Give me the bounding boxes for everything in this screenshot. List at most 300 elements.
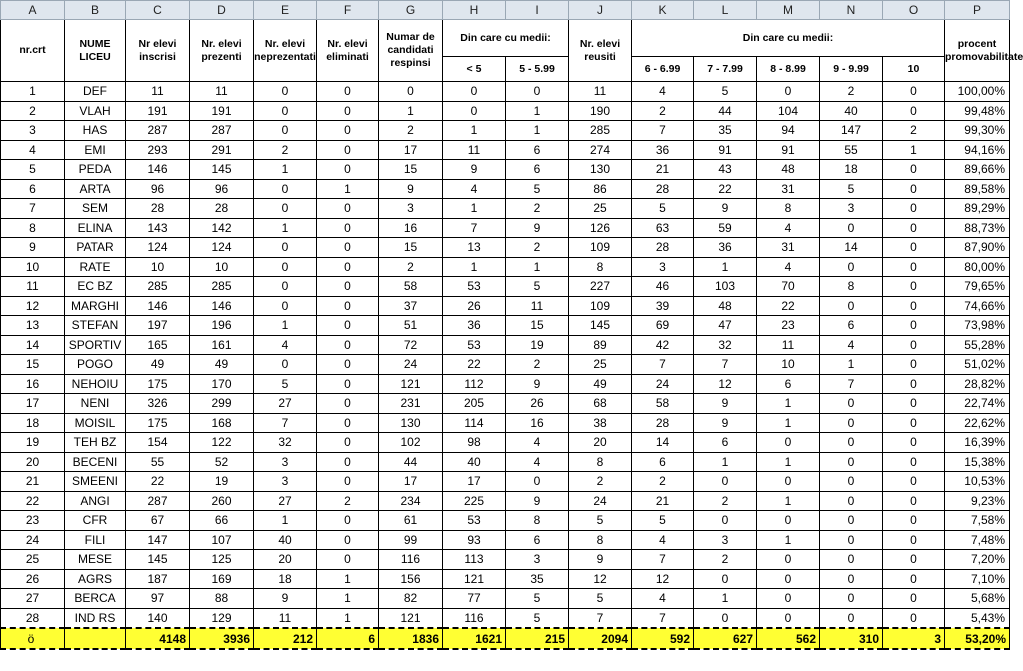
- table-cell[interactable]: 0: [883, 589, 945, 609]
- table-cell[interactable]: 0: [820, 413, 883, 433]
- table-cell[interactable]: 124: [190, 238, 254, 258]
- table-cell[interactable]: 0: [694, 472, 757, 492]
- table-cell[interactable]: 287: [126, 491, 190, 511]
- table-cell[interactable]: MARGHI: [65, 296, 126, 316]
- table-cell[interactable]: 24: [632, 374, 694, 394]
- total-cell[interactable]: [65, 628, 126, 649]
- table-cell[interactable]: 7: [569, 608, 632, 628]
- table-cell[interactable]: SPORTIV: [65, 335, 126, 355]
- table-cell[interactable]: 2: [317, 491, 379, 511]
- table-cell[interactable]: 145: [126, 550, 190, 570]
- table-cell[interactable]: 109: [569, 296, 632, 316]
- column-letter[interactable]: L: [694, 1, 757, 20]
- table-cell[interactable]: 100,00%: [945, 82, 1010, 102]
- table-cell[interactable]: 32: [694, 335, 757, 355]
- table-cell[interactable]: 77: [443, 589, 506, 609]
- table-cell[interactable]: 0: [317, 530, 379, 550]
- table-cell[interactable]: 9: [379, 179, 443, 199]
- table-cell[interactable]: 44: [694, 101, 757, 121]
- table-cell[interactable]: 25: [569, 355, 632, 375]
- table-cell[interactable]: 12: [569, 569, 632, 589]
- table-cell[interactable]: 99: [379, 530, 443, 550]
- table-cell[interactable]: 0: [883, 277, 945, 297]
- table-cell[interactable]: 0: [254, 199, 317, 219]
- table-cell[interactable]: 24: [379, 355, 443, 375]
- table-cell[interactable]: 11: [569, 82, 632, 102]
- table-cell[interactable]: 21: [1, 472, 65, 492]
- table-cell[interactable]: 9: [694, 413, 757, 433]
- table-cell[interactable]: 9: [1, 238, 65, 258]
- total-cell[interactable]: 1621: [443, 628, 506, 649]
- table-cell[interactable]: NENI: [65, 394, 126, 414]
- table-cell[interactable]: 0: [883, 530, 945, 550]
- table-cell[interactable]: 94: [757, 121, 820, 141]
- table-cell[interactable]: 0: [317, 296, 379, 316]
- table-cell[interactable]: 0: [883, 608, 945, 628]
- table-cell[interactable]: 10: [190, 257, 254, 277]
- table-cell[interactable]: 0: [757, 569, 820, 589]
- table-cell[interactable]: 16,39%: [945, 433, 1010, 453]
- table-cell[interactable]: 0: [883, 550, 945, 570]
- table-cell[interactable]: 7: [694, 355, 757, 375]
- table-cell[interactable]: 130: [379, 413, 443, 433]
- table-cell[interactable]: 6: [757, 374, 820, 394]
- table-cell[interactable]: 0: [694, 608, 757, 628]
- total-cell[interactable]: 212: [254, 628, 317, 649]
- table-cell[interactable]: 0: [317, 277, 379, 297]
- table-cell[interactable]: 1: [757, 452, 820, 472]
- total-cell[interactable]: 3: [883, 628, 945, 649]
- table-cell[interactable]: 0: [820, 257, 883, 277]
- table-cell[interactable]: 11: [443, 140, 506, 160]
- table-cell[interactable]: 205: [443, 394, 506, 414]
- table-cell[interactable]: 8: [569, 452, 632, 472]
- table-cell[interactable]: 140: [126, 608, 190, 628]
- table-cell[interactable]: SEM: [65, 199, 126, 219]
- table-cell[interactable]: 0: [254, 257, 317, 277]
- column-letter[interactable]: I: [506, 1, 569, 20]
- table-cell[interactable]: 0: [317, 511, 379, 531]
- table-cell[interactable]: 27: [1, 589, 65, 609]
- table-cell[interactable]: 3: [632, 257, 694, 277]
- table-cell[interactable]: 2: [883, 121, 945, 141]
- table-cell[interactable]: 1: [757, 530, 820, 550]
- table-cell[interactable]: 1: [443, 257, 506, 277]
- table-cell[interactable]: 7: [632, 355, 694, 375]
- table-cell[interactable]: 5: [506, 179, 569, 199]
- table-cell[interactable]: 0: [317, 433, 379, 453]
- table-cell[interactable]: PEDA: [65, 160, 126, 180]
- table-cell[interactable]: 0: [757, 472, 820, 492]
- table-cell[interactable]: 48: [757, 160, 820, 180]
- table-cell[interactable]: 0: [820, 218, 883, 238]
- table-cell[interactable]: 102: [379, 433, 443, 453]
- table-cell[interactable]: 143: [126, 218, 190, 238]
- table-cell[interactable]: 9,23%: [945, 491, 1010, 511]
- table-cell[interactable]: 94,16%: [945, 140, 1010, 160]
- table-cell[interactable]: 168: [190, 413, 254, 433]
- table-cell[interactable]: 49: [190, 355, 254, 375]
- table-cell[interactable]: 146: [190, 296, 254, 316]
- table-cell[interactable]: 6: [820, 316, 883, 336]
- table-cell[interactable]: 0: [883, 179, 945, 199]
- table-cell[interactable]: 0: [820, 569, 883, 589]
- table-cell[interactable]: 58: [379, 277, 443, 297]
- table-cell[interactable]: 11: [254, 608, 317, 628]
- table-cell[interactable]: 4: [632, 82, 694, 102]
- table-cell[interactable]: 6: [1, 179, 65, 199]
- table-cell[interactable]: 145: [190, 160, 254, 180]
- table-cell[interactable]: 89: [569, 335, 632, 355]
- table-cell[interactable]: 48: [694, 296, 757, 316]
- column-letter[interactable]: F: [317, 1, 379, 20]
- table-cell[interactable]: 1: [694, 257, 757, 277]
- column-letter[interactable]: B: [65, 1, 126, 20]
- table-cell[interactable]: 68: [569, 394, 632, 414]
- table-cell[interactable]: NEHOIU: [65, 374, 126, 394]
- table-cell[interactable]: 0: [883, 296, 945, 316]
- table-cell[interactable]: 7,58%: [945, 511, 1010, 531]
- table-cell[interactable]: 0: [757, 589, 820, 609]
- table-cell[interactable]: 1: [757, 394, 820, 414]
- table-cell[interactable]: 0: [694, 569, 757, 589]
- table-cell[interactable]: 39: [632, 296, 694, 316]
- table-cell[interactable]: 4: [443, 179, 506, 199]
- table-cell[interactable]: 0: [254, 238, 317, 258]
- table-cell[interactable]: 5,68%: [945, 589, 1010, 609]
- table-cell[interactable]: 5,43%: [945, 608, 1010, 628]
- table-cell[interactable]: 7: [632, 550, 694, 570]
- table-cell[interactable]: 55,28%: [945, 335, 1010, 355]
- table-cell[interactable]: 58: [632, 394, 694, 414]
- table-cell[interactable]: 99,48%: [945, 101, 1010, 121]
- table-cell[interactable]: 55: [820, 140, 883, 160]
- table-cell[interactable]: 17: [379, 472, 443, 492]
- table-cell[interactable]: 0: [254, 277, 317, 297]
- table-cell[interactable]: 52: [190, 452, 254, 472]
- table-cell[interactable]: 3: [694, 530, 757, 550]
- table-cell[interactable]: 0: [820, 589, 883, 609]
- table-cell[interactable]: BECENI: [65, 452, 126, 472]
- table-cell[interactable]: 0: [883, 472, 945, 492]
- table-cell[interactable]: BERCA: [65, 589, 126, 609]
- table-cell[interactable]: ARTA: [65, 179, 126, 199]
- table-cell[interactable]: 24: [569, 491, 632, 511]
- table-cell[interactable]: 0: [757, 608, 820, 628]
- table-cell[interactable]: 22,62%: [945, 413, 1010, 433]
- table-cell[interactable]: 0: [883, 569, 945, 589]
- table-cell[interactable]: 5: [632, 199, 694, 219]
- table-cell[interactable]: 40: [254, 530, 317, 550]
- table-cell[interactable]: 0: [317, 335, 379, 355]
- table-cell[interactable]: 187: [126, 569, 190, 589]
- table-cell[interactable]: 9: [254, 589, 317, 609]
- table-cell[interactable]: 0: [254, 296, 317, 316]
- table-cell[interactable]: 4: [632, 530, 694, 550]
- table-cell[interactable]: 2: [694, 550, 757, 570]
- table-cell[interactable]: 63: [632, 218, 694, 238]
- table-cell[interactable]: DEF: [65, 82, 126, 102]
- table-cell[interactable]: 36: [443, 316, 506, 336]
- table-cell[interactable]: 0: [317, 394, 379, 414]
- column-letter[interactable]: M: [757, 1, 820, 20]
- table-cell[interactable]: 38: [569, 413, 632, 433]
- table-cell[interactable]: 26: [443, 296, 506, 316]
- table-cell[interactable]: 2: [1, 101, 65, 121]
- table-cell[interactable]: 0: [694, 511, 757, 531]
- table-cell[interactable]: 70: [757, 277, 820, 297]
- table-cell[interactable]: 7,48%: [945, 530, 1010, 550]
- table-cell[interactable]: 0: [883, 101, 945, 121]
- table-cell[interactable]: 10: [1, 257, 65, 277]
- table-cell[interactable]: 0: [883, 335, 945, 355]
- table-cell[interactable]: 7,20%: [945, 550, 1010, 570]
- table-cell[interactable]: 0: [443, 82, 506, 102]
- table-cell[interactable]: 2: [506, 355, 569, 375]
- table-cell[interactable]: 1: [254, 316, 317, 336]
- table-cell[interactable]: 175: [126, 374, 190, 394]
- table-cell[interactable]: 9: [694, 199, 757, 219]
- table-cell[interactable]: 0: [317, 550, 379, 570]
- table-cell[interactable]: 22: [1, 491, 65, 511]
- table-cell[interactable]: 0: [883, 452, 945, 472]
- table-cell[interactable]: 23: [1, 511, 65, 531]
- table-cell[interactable]: 20: [1, 452, 65, 472]
- table-cell[interactable]: 7: [632, 121, 694, 141]
- table-cell[interactable]: 17: [379, 140, 443, 160]
- table-cell[interactable]: 1: [443, 199, 506, 219]
- table-cell[interactable]: 10: [126, 257, 190, 277]
- table-cell[interactable]: 53: [443, 511, 506, 531]
- table-cell[interactable]: 6: [694, 433, 757, 453]
- table-cell[interactable]: 0: [506, 82, 569, 102]
- table-cell[interactable]: 89,58%: [945, 179, 1010, 199]
- table-cell[interactable]: 28: [190, 199, 254, 219]
- table-cell[interactable]: 67: [126, 511, 190, 531]
- table-cell[interactable]: 1: [1, 82, 65, 102]
- table-cell[interactable]: 66: [190, 511, 254, 531]
- table-cell[interactable]: 0: [883, 218, 945, 238]
- table-cell[interactable]: 122: [190, 433, 254, 453]
- table-cell[interactable]: 175: [126, 413, 190, 433]
- table-cell[interactable]: STEFAN: [65, 316, 126, 336]
- table-cell[interactable]: AGRS: [65, 569, 126, 589]
- total-cell[interactable]: 310: [820, 628, 883, 649]
- table-cell[interactable]: 18: [254, 569, 317, 589]
- table-cell[interactable]: 1: [379, 101, 443, 121]
- total-cell[interactable]: 4148: [126, 628, 190, 649]
- table-cell[interactable]: 0: [317, 316, 379, 336]
- table-cell[interactable]: 191: [190, 101, 254, 121]
- table-cell[interactable]: 0: [883, 238, 945, 258]
- table-cell[interactable]: 42: [632, 335, 694, 355]
- table-cell[interactable]: 2: [632, 101, 694, 121]
- table-cell[interactable]: 0: [820, 452, 883, 472]
- table-cell[interactable]: 4: [254, 335, 317, 355]
- table-cell[interactable]: 17: [1, 394, 65, 414]
- table-cell[interactable]: CFR: [65, 511, 126, 531]
- table-cell[interactable]: 7: [820, 374, 883, 394]
- table-cell[interactable]: 11: [190, 82, 254, 102]
- table-cell[interactable]: RATE: [65, 257, 126, 277]
- table-cell[interactable]: 14: [820, 238, 883, 258]
- table-cell[interactable]: 5: [506, 589, 569, 609]
- table-cell[interactable]: 0: [883, 199, 945, 219]
- table-cell[interactable]: 2: [379, 121, 443, 141]
- table-cell[interactable]: 37: [379, 296, 443, 316]
- table-cell[interactable]: 15: [506, 316, 569, 336]
- table-cell[interactable]: 5: [820, 179, 883, 199]
- table-cell[interactable]: 114: [443, 413, 506, 433]
- table-cell[interactable]: 146: [126, 160, 190, 180]
- table-cell[interactable]: 23: [757, 316, 820, 336]
- table-cell[interactable]: 88,73%: [945, 218, 1010, 238]
- table-cell[interactable]: EMI: [65, 140, 126, 160]
- table-cell[interactable]: 93: [443, 530, 506, 550]
- column-letter[interactable]: N: [820, 1, 883, 20]
- table-cell[interactable]: 146: [126, 296, 190, 316]
- table-cell[interactable]: 80,00%: [945, 257, 1010, 277]
- table-cell[interactable]: 9: [506, 374, 569, 394]
- table-cell[interactable]: 0: [317, 82, 379, 102]
- table-cell[interactable]: 0: [820, 530, 883, 550]
- table-cell[interactable]: 19: [506, 335, 569, 355]
- table-cell[interactable]: 231: [379, 394, 443, 414]
- table-cell[interactable]: 0: [254, 179, 317, 199]
- table-cell[interactable]: 16: [379, 218, 443, 238]
- table-cell[interactable]: 8: [569, 530, 632, 550]
- table-cell[interactable]: 11: [757, 335, 820, 355]
- table-cell[interactable]: 96: [190, 179, 254, 199]
- table-cell[interactable]: 17: [443, 472, 506, 492]
- table-cell[interactable]: 285: [569, 121, 632, 141]
- table-cell[interactable]: 1: [506, 257, 569, 277]
- table-cell[interactable]: 46: [632, 277, 694, 297]
- table-cell[interactable]: 126: [569, 218, 632, 238]
- table-cell[interactable]: 0: [443, 101, 506, 121]
- table-cell[interactable]: 86: [569, 179, 632, 199]
- table-cell[interactable]: 291: [190, 140, 254, 160]
- table-cell[interactable]: 1: [317, 179, 379, 199]
- table-cell[interactable]: 0: [379, 82, 443, 102]
- table-cell[interactable]: 0: [820, 491, 883, 511]
- table-cell[interactable]: 5: [569, 589, 632, 609]
- table-cell[interactable]: 91: [757, 140, 820, 160]
- table-cell[interactable]: 116: [443, 608, 506, 628]
- table-cell[interactable]: 0: [317, 140, 379, 160]
- table-cell[interactable]: 1: [317, 589, 379, 609]
- table-cell[interactable]: 9: [443, 160, 506, 180]
- table-cell[interactable]: 1: [443, 121, 506, 141]
- table-cell[interactable]: 112: [443, 374, 506, 394]
- table-cell[interactable]: 0: [317, 374, 379, 394]
- table-cell[interactable]: 3: [254, 452, 317, 472]
- table-cell[interactable]: 109: [569, 238, 632, 258]
- table-cell[interactable]: 26: [506, 394, 569, 414]
- table-cell[interactable]: 0: [883, 413, 945, 433]
- table-cell[interactable]: 1: [317, 608, 379, 628]
- table-cell[interactable]: 2: [694, 491, 757, 511]
- table-cell[interactable]: 16: [506, 413, 569, 433]
- table-cell[interactable]: 10,53%: [945, 472, 1010, 492]
- table-cell[interactable]: 0: [317, 472, 379, 492]
- table-cell[interactable]: 260: [190, 491, 254, 511]
- table-cell[interactable]: 116: [379, 550, 443, 570]
- table-cell[interactable]: ANGI: [65, 491, 126, 511]
- table-cell[interactable]: 125: [190, 550, 254, 570]
- table-cell[interactable]: 225: [443, 491, 506, 511]
- table-cell[interactable]: 287: [190, 121, 254, 141]
- table-cell[interactable]: 0: [317, 257, 379, 277]
- table-cell[interactable]: 96: [126, 179, 190, 199]
- table-cell[interactable]: 28: [632, 413, 694, 433]
- table-cell[interactable]: 15: [379, 238, 443, 258]
- table-cell[interactable]: 3: [820, 199, 883, 219]
- table-cell[interactable]: 121: [379, 608, 443, 628]
- table-cell[interactable]: 121: [443, 569, 506, 589]
- table-cell[interactable]: 72: [379, 335, 443, 355]
- table-cell[interactable]: 51,02%: [945, 355, 1010, 375]
- table-cell[interactable]: 104: [757, 101, 820, 121]
- table-cell[interactable]: 1: [820, 355, 883, 375]
- table-cell[interactable]: 7: [443, 218, 506, 238]
- table-cell[interactable]: 1: [254, 218, 317, 238]
- column-letter[interactable]: K: [632, 1, 694, 20]
- table-cell[interactable]: 0: [317, 121, 379, 141]
- table-cell[interactable]: 287: [126, 121, 190, 141]
- table-cell[interactable]: 197: [126, 316, 190, 336]
- table-cell[interactable]: 2: [506, 199, 569, 219]
- table-cell[interactable]: 0: [317, 413, 379, 433]
- table-cell[interactable]: 5: [1, 160, 65, 180]
- table-cell[interactable]: 27: [254, 394, 317, 414]
- table-cell[interactable]: 0: [317, 238, 379, 258]
- table-cell[interactable]: 55: [126, 452, 190, 472]
- table-cell[interactable]: 4: [1, 140, 65, 160]
- table-cell[interactable]: 43: [694, 160, 757, 180]
- table-cell[interactable]: 196: [190, 316, 254, 336]
- table-cell[interactable]: 285: [190, 277, 254, 297]
- column-letter[interactable]: O: [883, 1, 945, 20]
- total-cell[interactable]: ö: [1, 628, 65, 649]
- table-cell[interactable]: 234: [379, 491, 443, 511]
- table-cell[interactable]: 11: [126, 82, 190, 102]
- table-cell[interactable]: 1: [757, 413, 820, 433]
- table-cell[interactable]: 98: [443, 433, 506, 453]
- table-cell[interactable]: 25: [1, 550, 65, 570]
- table-cell[interactable]: 91: [694, 140, 757, 160]
- table-cell[interactable]: 79,65%: [945, 277, 1010, 297]
- table-cell[interactable]: 4: [820, 335, 883, 355]
- column-letter[interactable]: G: [379, 1, 443, 20]
- table-cell[interactable]: 293: [126, 140, 190, 160]
- table-cell[interactable]: 274: [569, 140, 632, 160]
- table-cell[interactable]: 0: [883, 82, 945, 102]
- table-cell[interactable]: 0: [317, 355, 379, 375]
- column-letter[interactable]: D: [190, 1, 254, 20]
- table-cell[interactable]: 47: [694, 316, 757, 336]
- table-cell[interactable]: 22: [694, 179, 757, 199]
- table-cell[interactable]: 130: [569, 160, 632, 180]
- table-cell[interactable]: 28: [126, 199, 190, 219]
- table-cell[interactable]: 2: [820, 82, 883, 102]
- table-cell[interactable]: 0: [883, 374, 945, 394]
- table-cell[interactable]: 3: [1, 121, 65, 141]
- table-cell[interactable]: 156: [379, 569, 443, 589]
- table-cell[interactable]: 1: [694, 589, 757, 609]
- table-cell[interactable]: 19: [190, 472, 254, 492]
- column-letter[interactable]: J: [569, 1, 632, 20]
